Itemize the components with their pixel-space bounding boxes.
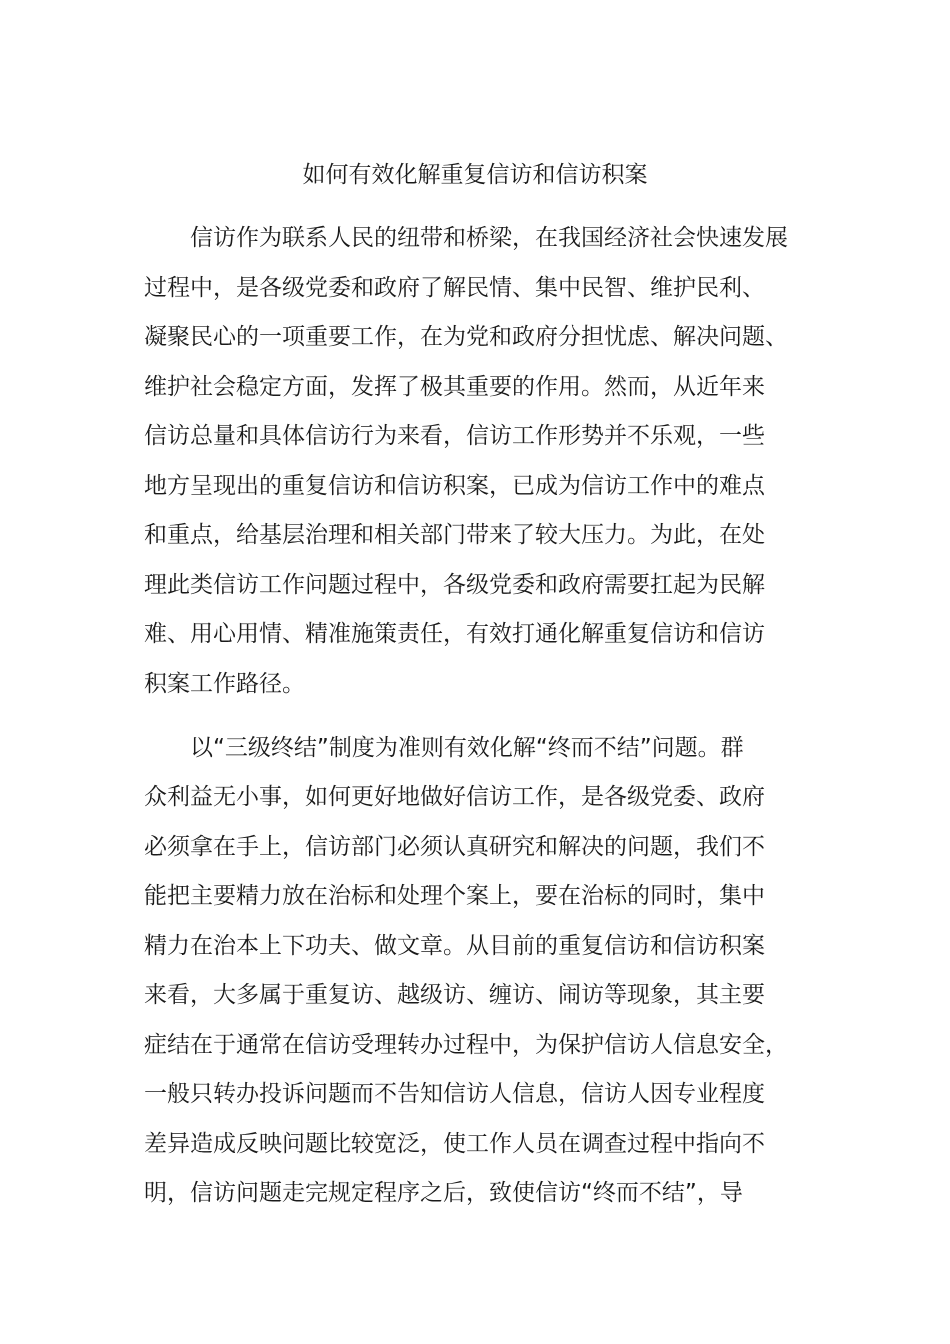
paragraph-1-line: 积案工作路径。: [144, 671, 305, 697]
paragraph-2-line: 明，信访问题走完规定程序之后，致使信访“终而不结”，导: [144, 1180, 743, 1206]
paragraph-1-line: 信访总量和具体信访行为来看，信访工作形势并不乐观，一些: [144, 423, 765, 449]
paragraph-2-line: 差异造成反映问题比较宽泛，使工作人员在调查过程中指向不: [144, 1131, 765, 1157]
paragraph-2-line: 来看，大多属于重复访、越级访、缠访、闹访等现象，其主要: [144, 982, 765, 1008]
paragraph-2-line: 能把主要精力放在治标和处理个案上，要在治标的同时，集中: [144, 883, 765, 909]
paragraph-1-line: 理此类信访工作问题过程中，各级党委和政府需要扛起为民解: [144, 572, 765, 598]
paragraph-1-line: 凝聚民心的一项重要工作，在为党和政府分担忧虑、解决问题、: [144, 324, 788, 350]
paragraph-1-line: 维护社会稳定方面，发挥了极其重要的作用。然而，从近年来: [144, 374, 765, 400]
paragraph-2-line: 精力在治本上下功夫、做文章。从目前的重复信访和信访积案: [144, 933, 765, 959]
paragraph-1-line: 过程中，是各级党委和政府了解民情、集中民智、维护民利、: [144, 275, 765, 301]
paragraph-2-line: 一般只转办投诉问题而不告知信访人信息，信访人因专业程度: [144, 1081, 765, 1107]
paragraph-1-line: 信访作为联系人民的纽带和桥梁，在我国经济社会快速发展: [144, 225, 788, 251]
paragraph-1-line: 地方呈现出的重复信访和信访积案，已成为信访工作中的难点: [144, 473, 765, 499]
paragraph-1-line: 难、用心用情、精准施策责任，有效打通化解重复信访和信访: [144, 621, 765, 647]
paragraph-2-line: 必须拿在手上，信访部门必须认真研究和解决的问题，我们不: [144, 834, 765, 860]
paragraph-2-line: 症结在于通常在信访受理转办过程中，为保护信访人信息安全，: [144, 1032, 788, 1058]
paragraph-2-line: 众利益无小事，如何更好地做好信访工作，是各级党委、政府: [144, 784, 765, 810]
document-title: 如何有效化解重复信访和信访积案: [302, 162, 648, 188]
paragraph-2-line: 以“三级终结”制度为准则有效化解“终而不结”问题。群: [144, 735, 744, 761]
paragraph-1-line: 和重点，给基层治理和相关部门带来了较大压力。为此，在处: [144, 522, 765, 548]
